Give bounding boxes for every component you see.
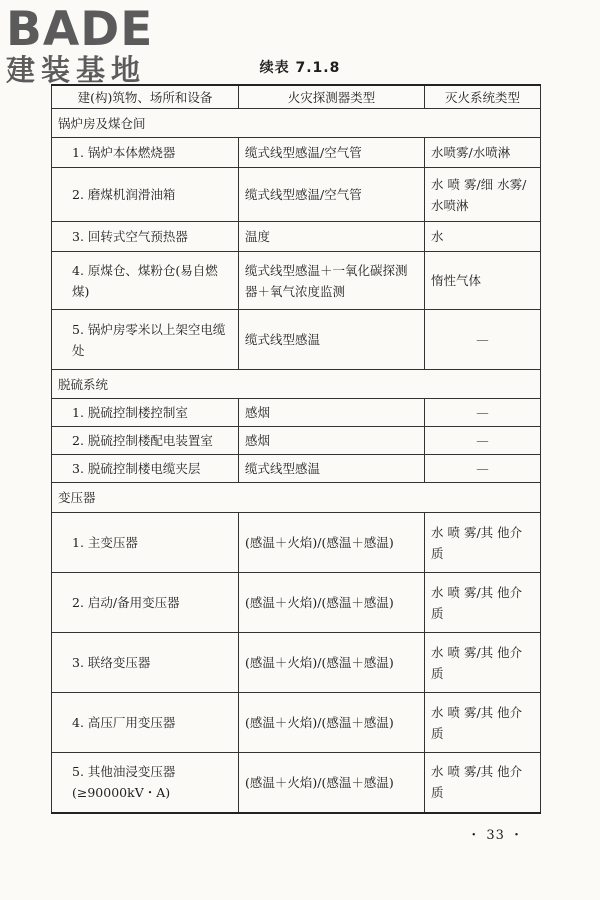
cell-system: —	[425, 427, 541, 455]
cell-detector: (感温＋火焰)/(感温＋感温)	[239, 633, 425, 693]
cell-system: 水	[425, 222, 541, 252]
table-row	[52, 168, 541, 222]
cell-system: 水喷雾/水喷淋	[425, 138, 541, 168]
cell-detector: (感温＋火焰)/(感温＋感温)	[239, 753, 425, 813]
table-row	[52, 455, 541, 483]
cell-item: 3. 联络变压器	[52, 633, 239, 693]
section-title: 变压器	[52, 483, 541, 513]
table-row	[52, 573, 541, 633]
cell-system: 水 喷 雾/其 他介质	[425, 633, 541, 693]
table-row	[52, 633, 541, 693]
cell-detector: 感烟	[239, 427, 425, 455]
page-number: ・ 33 ・	[467, 828, 524, 843]
cell-item: 2. 脱硫控制楼配电装置室	[52, 427, 239, 455]
cell-detector: 温度	[239, 222, 425, 252]
cell-system: —	[425, 455, 541, 483]
table-row	[52, 427, 541, 455]
cell-item: 1. 主变压器	[52, 513, 239, 573]
cell-detector: 缆式线型感温＋一氧化碳探测器＋氧气浓度监测	[239, 252, 425, 310]
header-system: 灭火系统类型	[425, 85, 541, 109]
cell-item: 4. 原煤仓、煤粉仓(易自燃煤)	[52, 252, 239, 310]
section-row	[52, 370, 541, 399]
cell-system: 水 喷 雾/其 他介质	[425, 573, 541, 633]
cell-system: 水 喷 雾/其 他介质	[425, 753, 541, 813]
cell-system: 水 喷 雾/细 水雾/水喷淋	[425, 168, 541, 222]
cell-detector: 缆式线型感温/空气管	[239, 168, 425, 222]
cell-item: 2. 磨煤机润滑油箱	[52, 168, 239, 222]
cell-item: 1. 锅炉本体燃烧器	[52, 138, 239, 168]
section-row	[52, 109, 541, 138]
cell-system: —	[425, 399, 541, 427]
table-row	[52, 399, 541, 427]
logo-subtext: 建装基地	[6, 53, 147, 87]
table-row	[52, 310, 541, 370]
cell-item: 2. 启动/备用变压器	[52, 573, 239, 633]
logo-text: BADE	[6, 2, 154, 57]
cell-detector: (感温＋火焰)/(感温＋感温)	[239, 513, 425, 573]
cell-detector: 缆式线型感温	[239, 455, 425, 483]
cell-detector: (感温＋火焰)/(感温＋感温)	[239, 573, 425, 633]
cell-system: 水 喷 雾/其 他介质	[425, 513, 541, 573]
table-row	[52, 693, 541, 753]
cell-item: 5. 锅炉房零米以上架空电缆处	[52, 310, 239, 370]
cell-detector: 感烟	[239, 399, 425, 427]
fire-system-table	[51, 84, 541, 814]
cell-item: 3. 脱硫控制楼电缆夹层	[52, 455, 239, 483]
table-row	[52, 252, 541, 310]
header-building: 建(构)筑物、场所和设备	[52, 85, 239, 109]
cell-item: 5. 其他油浸变压器(≥90000kV・A)	[52, 753, 239, 813]
section-title: 脱硫系统	[52, 370, 541, 399]
table-row	[52, 753, 541, 813]
cell-detector: (感温＋火焰)/(感温＋感温)	[239, 693, 425, 753]
table-row	[52, 513, 541, 573]
cell-item: 1. 脱硫控制楼控制室	[52, 399, 239, 427]
cell-system: 惰性气体	[425, 252, 541, 310]
table-row	[52, 222, 541, 252]
section-title: 锅炉房及煤仓间	[52, 109, 541, 138]
table-title: 续表 7.1.8	[259, 60, 341, 76]
cell-system: —	[425, 310, 541, 370]
cell-system: 水 喷 雾/其 他介质	[425, 693, 541, 753]
table-header-row	[52, 85, 541, 109]
cell-item: 4. 高压厂用变压器	[52, 693, 239, 753]
cell-detector: 缆式线型感温/空气管	[239, 138, 425, 168]
table-row	[52, 138, 541, 168]
section-row	[52, 483, 541, 513]
cell-item: 3. 回转式空气预热器	[52, 222, 239, 252]
cell-detector: 缆式线型感温	[239, 310, 425, 370]
header-detector: 火灾探测器类型	[239, 85, 425, 109]
